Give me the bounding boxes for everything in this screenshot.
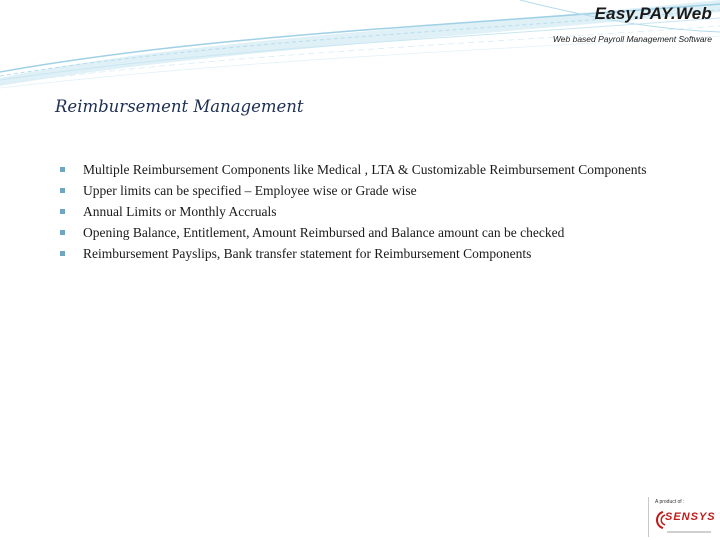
square-bullet-icon: [60, 209, 65, 214]
logo-caption: A product of :: [655, 499, 685, 505]
list-item-text: Opening Balance, Entitlement, Amount Reimbursed and Balance amount can be checked: [83, 225, 565, 240]
list-item-text: Multiple Reimbursement Components like Medical , LTA & Customizable Reimbursement Components: [83, 162, 647, 177]
list-item-text: Annual Limits or Monthly Accruals: [83, 204, 277, 219]
slide-title: Reimbursement Management: [55, 97, 304, 116]
list-item: [60, 161, 650, 179]
square-bullet-icon: [60, 167, 65, 172]
list-item: [60, 203, 650, 221]
square-bullet-icon: [60, 230, 65, 235]
square-bullet-icon: [60, 251, 65, 256]
list-item-text: Upper limits can be specified – Employee wise or Grade wise: [83, 183, 417, 198]
logo-name: SENSYS: [665, 511, 716, 523]
company-logo: [648, 497, 715, 537]
brand-title: Easy.PAY.Web: [594, 4, 712, 23]
square-bullet-icon: [60, 188, 65, 193]
list-item-text: Reimbursement Payslips, Bank transfer statement for Reimbursement Components: [83, 246, 532, 261]
list-item: [60, 245, 650, 263]
bullet-list: [60, 161, 650, 266]
brand-header: [553, 4, 712, 44]
list-item: [60, 182, 650, 200]
list-item: [60, 224, 650, 242]
brand-subtitle: Web based Payroll Management Software: [552, 34, 712, 44]
